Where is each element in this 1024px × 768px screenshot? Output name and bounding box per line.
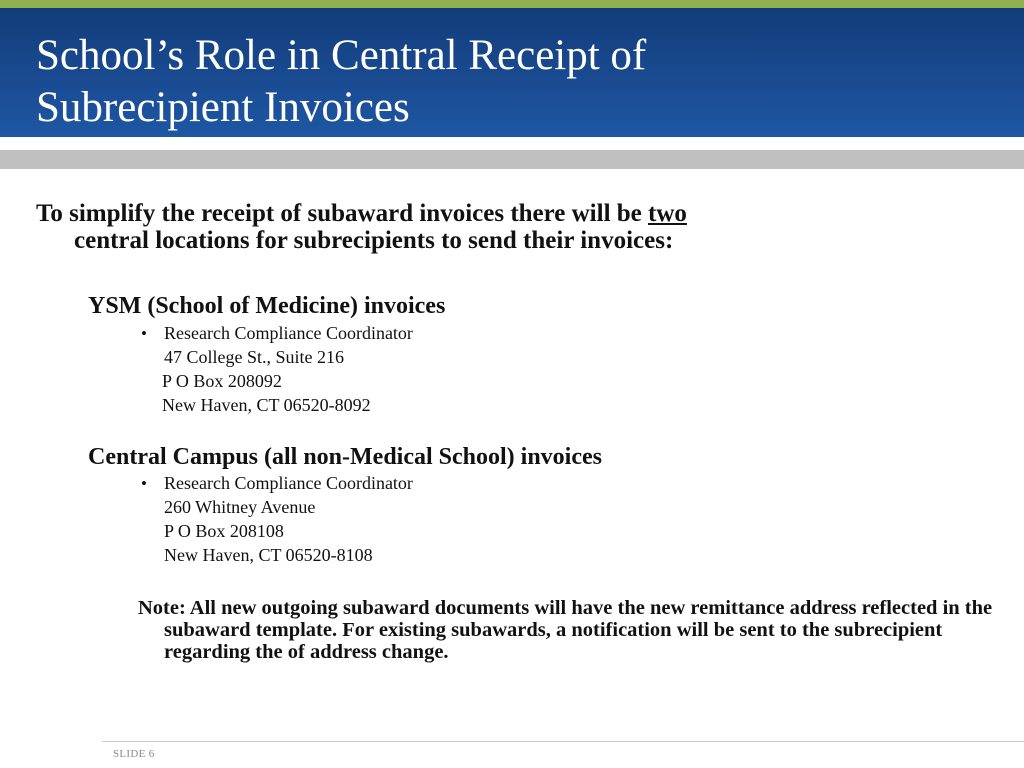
address-line: New Haven, CT 06520-8108 — [164, 545, 373, 565]
bullet-marker: • — [141, 474, 147, 493]
note-paragraph: Note: All new outgoing subaward documents will have the new remittance address reflected in the subaward template. For existing subawards, a notification will be sent to the subrecipient regarding the of address change. — [138, 597, 993, 663]
bullet-marker: • — [141, 324, 147, 343]
address-line: Research Compliance Coordinator — [164, 473, 413, 493]
address-line: New Haven, CT 06520-8092 — [162, 395, 371, 415]
intro-text-line2: central locations for subrecipients to send their invoices: — [74, 227, 674, 254]
address-line: Research Compliance Coordinator — [164, 323, 413, 343]
footer-divider — [102, 741, 1024, 742]
section-heading-ysm: YSM (School of Medicine) invoices — [88, 293, 446, 319]
slide-title-line2: Subrecipient Invoices — [36, 84, 410, 131]
section-heading-central-campus: Central Campus (all non-Medical School) invoices — [88, 444, 602, 470]
address-line: P O Box 208108 — [164, 521, 284, 541]
address-line: P O Box 208092 — [162, 371, 282, 391]
intro-emphasis: two — [648, 200, 687, 227]
slide-number: SLIDE 6 — [113, 748, 155, 760]
intro-text: To simplify the receipt of subaward invoices there will be — [36, 200, 649, 227]
address-line: 47 College St., Suite 216 — [164, 347, 344, 367]
address-line: 260 Whitney Avenue — [164, 497, 316, 517]
intro-paragraph — [36, 200, 996, 254]
slide-title-line1: School’s Role in Central Receipt of — [36, 32, 647, 79]
